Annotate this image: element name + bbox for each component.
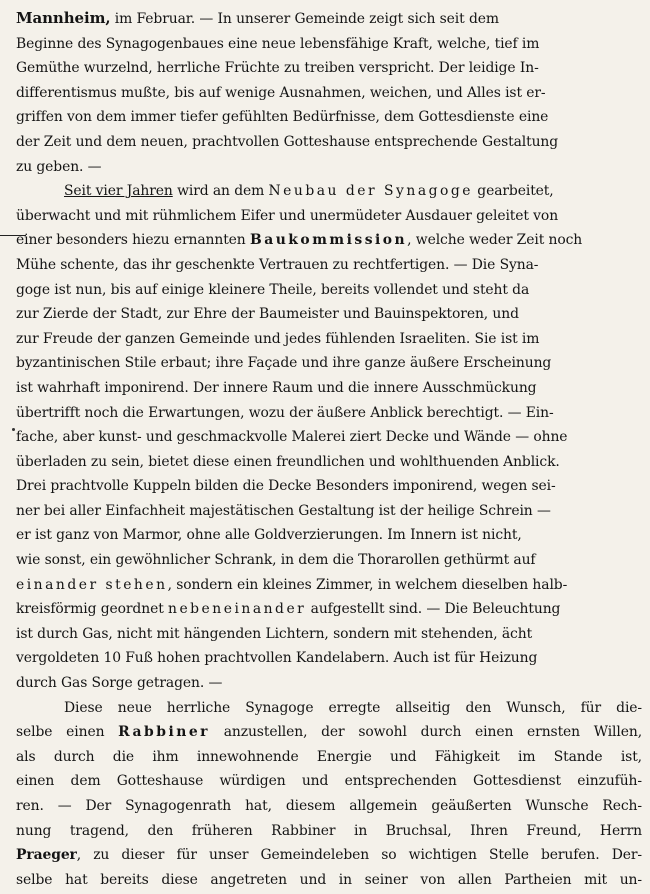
text-line: fache, aber kunst- und geschmackvolle Malerei ziert Decke und Wände — ohne: [16, 429, 568, 446]
text-line: er ist ganz von Marmor, ohne alle Goldverzierungen. Im Innern ist nicht,: [16, 527, 522, 544]
text-fragment: gearbeitet,: [472, 183, 554, 200]
text-line: ner bei aller Einfachheit majestätischen Gestaltung ist der heilige Schrein —: [16, 502, 551, 519]
text-fragment: , sondern ein kleines Zimmer, in welchem dieselben halb-: [167, 576, 568, 593]
margin-mark-line: [0, 235, 26, 236]
text-line: zu geben. —: [16, 158, 102, 175]
text-line: im Februar. — In unserer Gemeinde zeigt sich seit dem: [110, 11, 499, 27]
text-line: ist wahrhaft imponirend. Der innere Raum und die innere Ausschmückung: [16, 379, 537, 396]
place-heading: Mannheim,: [16, 9, 111, 27]
text-line: Diese neue herrliche Synagoge erregte allseitig den Wunsch, für die-: [64, 699, 642, 716]
paragraph-rabbi-appointment: [16, 696, 642, 893]
text-fragment: anzustellen, der sowohl durch einen ernsten Willen,: [209, 724, 643, 741]
paragraph-synagogue-building: [16, 179, 642, 695]
text-line: zur Freude der ganzen Gemeinde und jedes fühlenden Israeliten. Sie ist im: [16, 330, 540, 347]
name-phrase: Praeger: [16, 847, 77, 864]
text-line: wie sonst, ein gewöhnlicher Schrank, in dem die Thorarollen gethürmt auf: [16, 552, 536, 569]
text-fragment: wird an dem: [172, 183, 269, 200]
text-fragment: aufgestellt sind. — Die Beleuchtung: [306, 601, 561, 618]
text-line: übertrifft noch die Erwartungen, wozu der äußere Anblick berechtigt. — Ein-: [16, 404, 554, 421]
text-line: einen dem Gotteshause würdigen und entsprechenden Gottesdienst einzufüh-: [16, 773, 642, 790]
text-fragment: einer besonders hiezu ernannten: [16, 232, 250, 249]
text-fragment: selbe einen: [16, 724, 119, 741]
spaced-phrase: nebeneinander: [168, 601, 307, 618]
text-line: als durch die ihm innewohnende Energie und Fähigkeit im Stande ist,: [16, 748, 642, 765]
text-fragment: kreisförmig geordnet: [16, 601, 168, 618]
text-line: vergoldeten 10 Fuß hohen prachtvollen Kandelabern. Auch ist für Heizung: [16, 650, 538, 667]
text-line: Mühe schente, das ihr geschenkte Vertrauen zu rechtfertigen. — Die Syna-: [16, 256, 539, 273]
text-fragment: , welche weder Zeit noch: [407, 232, 583, 249]
margin-mark-dot: [12, 428, 15, 431]
spaced-phrase: Baukommission: [249, 232, 408, 249]
text-line: griffen von dem immer tiefer gefühlten Bedürfnisse, dem Gottesdienste eine: [16, 109, 549, 126]
underlined-phrase: Seit vier Jahren: [64, 183, 173, 200]
text-line: Beginne des Synagogenbaues eine neue lebensfähige Kraft, welche, tief im: [16, 35, 540, 52]
text-line: durch Gas Sorge getragen. —: [16, 675, 223, 692]
text-line: byzantinischen Stile erbaut; ihre Façade und ihre ganze äußere Erscheinung: [16, 355, 552, 372]
text-line: ren. — Der Synagogenrath hat, diesem allgemein geäußerten Wunsche Rech-: [16, 798, 642, 814]
text-line: selbe hat bereits diese angetreten und in seiner von allen Partheien mit un-: [16, 871, 642, 888]
text-line: Drei prachtvolle Kuppeln bilden die Decke Besonders imponirend, wegen sei-: [16, 478, 556, 495]
spaced-phrase: Rabbiner: [118, 724, 210, 741]
text-fragment: , zu dieser für unser Gemeindeleben so wichtigen Stelle berufen. Der-: [76, 847, 642, 864]
spaced-phrase: einander stehen: [16, 576, 168, 593]
text-line: überwacht und mit rühmlichem Eifer und unermüdeter Ausdauer geleitet von: [16, 207, 559, 224]
spaced-phrase: Neubau der Synagoge: [268, 183, 473, 200]
text-line: differentismus mußte, bis auf wenige Ausnahmen, weichen, und Alles ist er-: [16, 84, 546, 101]
text-line: überladen zu sein, bietet diese einen freundlichen und wohlthuenden Anblick.: [16, 453, 560, 470]
text-line: goge ist nun, bis auf einige kleinere Theile, bereits vollendet und steht da: [16, 281, 530, 298]
text-line: nung tragend, den früheren Rabbiner in Bruchsal, Ihren Freund, Herrn: [16, 822, 642, 839]
text-line: ist durch Gas, nicht mit hängenden Lichtern, sondern mit stehenden, ächt: [16, 625, 533, 642]
text-line: Gemüthe wurzelnd, herrliche Früchte zu treiben verspricht. Der leidige In-: [16, 60, 539, 77]
paragraph-mannheim-intro: [16, 6, 642, 179]
text-line: der Zeit und dem neuen, prachtvollen Gotteshause entsprechende Gestaltung: [16, 133, 559, 150]
text-line: zur Zierde der Stadt, zur Ehre der Baumeister und Bauinspektoren, und: [16, 306, 519, 323]
